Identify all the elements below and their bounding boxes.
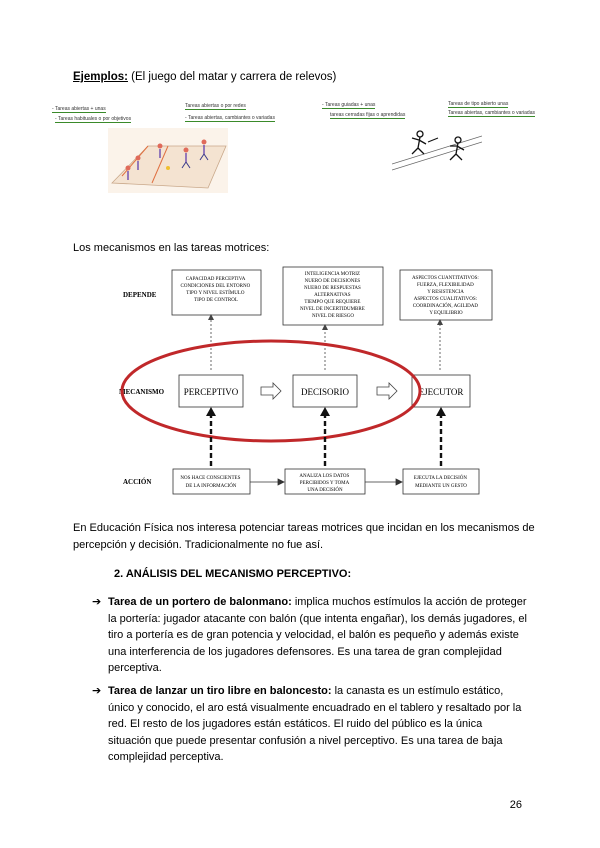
- relay-illustration: [392, 124, 482, 174]
- bullet-item: [92, 683, 528, 766]
- example-note: - Tareas abiertas + unas: [52, 106, 106, 112]
- arrow-right-icon: ➔: [92, 685, 102, 697]
- bullet-text: implica muchos estímulos la acción de proteger la portería: jugador atacante con balón (que intenta engañar), los demás jugadores, el tiro a portería es de gran potencia y velocidad, el balón es pequeño y además existe una interferencia de los jugadores defensores. Es una tarea de gran complejidad perceptiva.: [108, 596, 527, 674]
- bullet-item: [92, 594, 528, 677]
- examples-label: Ejemplos:: [73, 71, 128, 83]
- example-note: Tareas abiertas o por redes: [185, 103, 246, 109]
- example-note: - Tareas habituales o por objetivos: [55, 116, 132, 122]
- action-text-decisorio: ANALIZA LOS DATOS PERCIBIDOS Y TOMA UNA DECISIÓN: [299, 474, 350, 493]
- mechanisms-diagram: [115, 262, 510, 502]
- pe-paragraph: En Educación Física nos interesa potenciar tareas motrices que incidan en los mecanismos de percepción y decisión. Tradicionalmente no fue así.: [73, 522, 535, 551]
- action-text-ejecutor: EJECUTA LA DECISIÓN MEDIANTE UN GESTO: [413, 476, 467, 489]
- examples-title: [73, 71, 336, 83]
- game-illustration: [108, 128, 228, 193]
- action-box-perceptivo: [173, 469, 250, 494]
- arrow-right-icon: ➔: [92, 596, 102, 608]
- arrow-icon: [377, 383, 397, 399]
- action-text-perceptivo: NOS HACE CONSCIENTES DE LA INFORMACIÓN: [180, 476, 241, 489]
- mechanisms-intro: Los mecanismos en las tareas motrices:: [73, 242, 270, 254]
- bullet-bold: Tarea de un portero de balonmano:: [108, 596, 292, 608]
- action-box-ejecutor: [403, 469, 479, 494]
- section-heading: 2. ANÁLISIS DEL MECANISMO PERCEPTIVO:: [114, 568, 352, 580]
- arrow-icon: [261, 383, 281, 399]
- example-note: - Tareas guiadas + unas: [322, 102, 376, 108]
- example-note: Tareas de tipo abierto unas: [448, 101, 509, 107]
- bullet-bold: Tarea de lanzar un tiro libre en baloncesto:: [108, 685, 332, 697]
- mechanism-ejecutor: EJECUTOR: [418, 387, 464, 397]
- depende-text-decisorio: INTELIGENCIA MOTRIZ NUERO DE DECISIONES NUERO DE RESPUESTAS ALTERNATIVAS TIEMPO QUE REQUIERE NIVEL DE INCERTIDUMBRE NIVEL DE RIESGO: [299, 272, 365, 319]
- bullet-text: la canasta es un estímulo estático, único y conocido, el aro está visualmente encuadrado en el tablero y resaltado por la red. El resto de los jugadores están estáticos. El ruido del público es la única situación que puede presentar confusión a nivel perceptivo. Es una tarea de baja complejidad perceptiva.: [108, 685, 522, 763]
- row-label-depende: DEPENDE: [123, 291, 157, 299]
- example-note: Tareas abiertas, cambiantes o variadas: [448, 110, 535, 116]
- row-label-mecanismo: MECANISMO: [119, 388, 165, 396]
- example-note: - Tareas abiertas, cambiantes o variadas: [185, 115, 275, 121]
- page-number: 26: [509, 799, 522, 811]
- depende-text-ejecutor: ASPECTOS CUANTITATIVOS: FUERZA, FLEXIBILIDAD Y RESISTENCIA ASPECTOS CUALITATIVOS: COORDINACIÓN, AGILIDAD Y EQUILIBRIO: [411, 276, 479, 316]
- depende-text-perceptivo: CAPACIDAD PERCEPTIVA CONDICIONES DEL ENTORNO TIPO Y NIVEL ESTÍMULO TIPO DE CONTROL: [180, 277, 251, 303]
- examples-text: (El juego del matar y carrera de relevos): [127, 71, 337, 83]
- mechanism-decisorio: DECISORIO: [300, 387, 350, 397]
- mechanism-perceptivo: PERCEPTIVO: [183, 387, 239, 397]
- example-note: tareas cerradas fijas o aprendidas: [330, 112, 406, 118]
- row-label-accion: ACCIÓN: [123, 478, 152, 486]
